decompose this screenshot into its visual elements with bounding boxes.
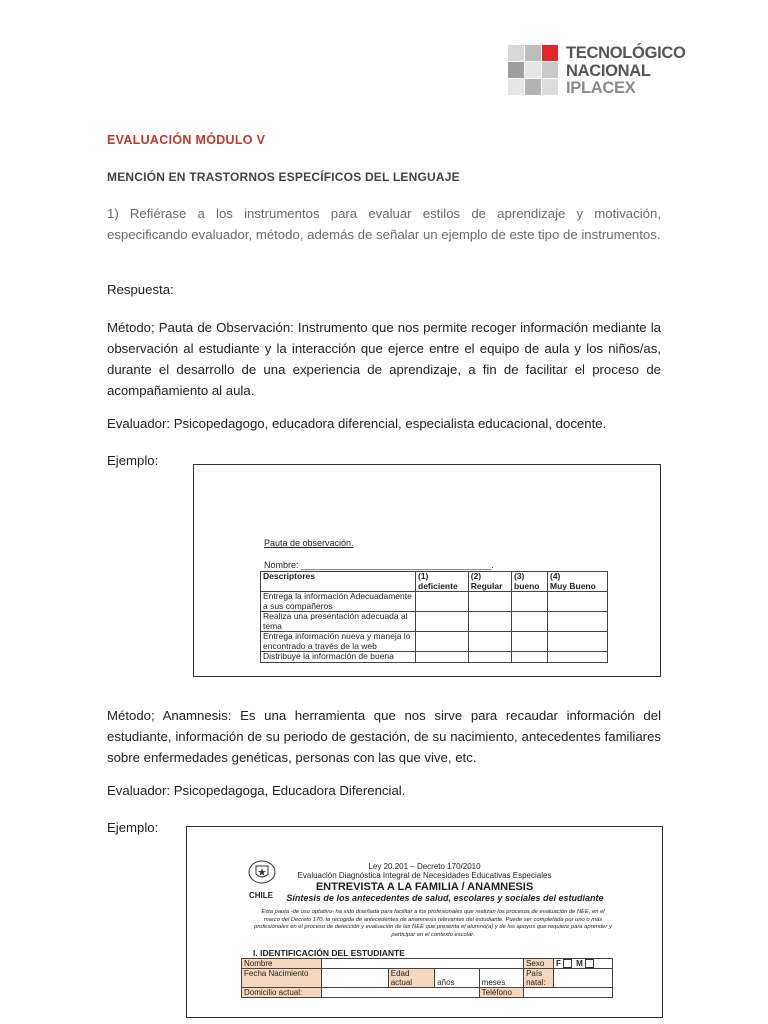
nombre-label: Nombre — [242, 959, 322, 969]
sexo-options — [554, 959, 613, 969]
evaluador-2-text: Evaluador: Psicopedagoga, Educadora Diferencial. — [107, 783, 406, 798]
table-row — [242, 988, 613, 998]
pauta-header-cell: (1) deficiente — [416, 572, 469, 592]
logo-line-3: IPLACEX — [566, 79, 636, 97]
meses-label: meses — [479, 969, 523, 988]
document-subtitle: MENCIÓN EN TRASTORNOS ESPECÍFICOS DEL LENGUAJE — [107, 170, 460, 184]
anamnesis-program: Evaluación Diagnóstica Integral de Necesidades Educativas Especiales — [297, 871, 552, 880]
document-title: EVALUACIÓN MÓDULO V — [107, 133, 266, 147]
question-text: 1) Refiérase a los instrumentos para evaluar estilos de aprendizaje y motivación, especificando evaluador, método, además de señalar un ejemplo de este tipo de instrumentos. — [107, 206, 661, 242]
edad-label: Edad actual — [388, 969, 435, 988]
table-row — [261, 592, 608, 612]
chile-label: CHILE — [249, 891, 273, 900]
pauta-descriptor: Realiza una presentación adecuada al tema — [261, 612, 416, 632]
sexo-f-label: F — [556, 959, 561, 968]
pais-label: País natal: — [524, 969, 554, 988]
pauta-header-cell: (4) Muy Bueno — [548, 572, 608, 592]
pauta-nombre-field: Nombre: ______________________________________. — [264, 560, 494, 570]
respuesta-label: Respuesta: — [107, 282, 174, 297]
domicilio-label: Domicilio actual: — [242, 988, 322, 998]
pauta-header-row — [261, 572, 608, 592]
metodo-observacion-text: Método; Pauta de Observación: Instrumento que nos permite recoger información mediante la observación al estudiante y la interacción que ejerce entre el equipo de aula y los niños/as, durante el desarrollo de una experiencia de aprendizaje, a fin de facilitar el proceso de acompañamiento al aula. — [107, 320, 661, 398]
pauta-descriptor: Distribuye la información de buena — [261, 652, 416, 663]
table-row — [261, 612, 608, 632]
pauta-header-cell: Descriptores — [261, 572, 416, 592]
anamnesis-title: ENTREVISTA A LA FAMILIA / ANAMNESIS — [315, 881, 534, 893]
pauta-title: Pauta de observación. — [264, 538, 354, 548]
table-row — [242, 969, 613, 988]
anamnesis-intro: Esta pauta -de uso optativo- ha sido diseñada para facilitar a los profesionales que realizan los procesos de evaluación de NEE, en el marco del Decreto 170, la recogida de antecedentes de anamnesis relevantes del estudiante. Puede ser completada por uno o más profesionales en el proceso de detección y evaluación de las NEE que presenta el alumno(a) y de los apoyos que requiere para aprender y participar en el contexto escolar. — [254, 909, 612, 938]
logo-line-2: NACIONAL — [566, 61, 651, 80]
pauta-descriptor: Entrega la información Adecuadamente a sus compañeros — [261, 592, 416, 612]
pauta-descriptor: Entrega información nueva y maneja lo encontrado a través de la web — [261, 632, 416, 652]
table-row — [261, 632, 608, 652]
pauta-header-cell: (3) bueno — [512, 572, 548, 592]
anamnesis-image — [186, 826, 663, 1018]
sexo-f-checkbox[interactable] — [563, 959, 572, 968]
section-identificacion: I. IDENTIFICACIÓN DEL ESTUDIANTE — [253, 948, 405, 958]
metodo-anamnesis-text: Método; Anamnesis: Es una herramienta que nos sirve para recaudar información del estudiante, información de su periodo de gestación, de su nacimiento, antecedentes familiares sobre enfermedades genéticas, personas con las que vive, etc. — [107, 708, 661, 765]
pauta-header-cell: (2) Regular — [468, 572, 511, 592]
sexo-label: Sexo — [524, 959, 554, 969]
ejemplo-2-label: Ejemplo: — [107, 820, 159, 835]
pauta-table — [260, 571, 608, 663]
logo-squares-icon — [508, 45, 560, 99]
institution-logo — [508, 45, 708, 105]
telefono-label: Teléfono — [479, 988, 523, 998]
anamnesis-decree: Ley 20.201 – Decreto 170/2010 — [368, 862, 481, 871]
logo-line-1: TECNOLÓGICO — [566, 44, 686, 62]
table-row — [261, 652, 608, 663]
table-row — [242, 959, 613, 969]
evaluador-1-text: Evaluador: Psicopedagogo, educadora diferencial, especialista educacional, docente. — [107, 416, 607, 431]
pauta-observacion-image — [193, 464, 661, 677]
logo-text — [566, 45, 686, 98]
anamnesis-subtitle: Síntesis de los antecedentes de salud, escolares y sociales del estudiante — [286, 893, 604, 903]
fecha-label: Fecha Nacimiento — [242, 969, 322, 988]
ejemplo-1-label: Ejemplo: — [107, 453, 159, 468]
sexo-m-label: M — [576, 959, 583, 968]
sexo-m-checkbox[interactable] — [585, 959, 594, 968]
anos-label: años — [435, 969, 479, 988]
identificacion-table — [241, 958, 613, 998]
